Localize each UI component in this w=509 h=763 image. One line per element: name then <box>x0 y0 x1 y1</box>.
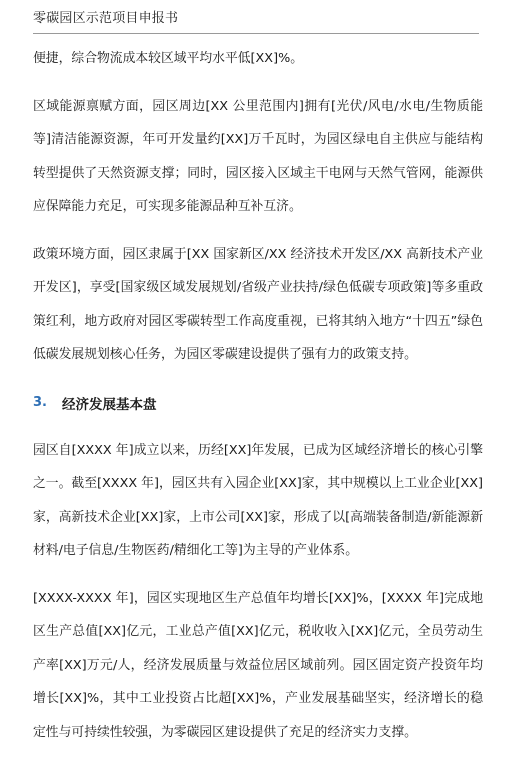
section-heading <box>33 386 483 420</box>
section-title: 经济发展基本盘 <box>62 396 157 413</box>
paragraph-history: 园区自[XXXX 年]成立以来，历经[XX]年发展，已成为区域经济增长的核心引擎之一。截至[XXXX 年]，园区共有入园企业[XX]家，其中规模以上工业企业[XX]家，高新技术企业[XX]家，上市公司[XX]家，形成了以[高端装备制造/新能源新材料/电子信息/生物医药/精细化工等]为主导的产业体系。 <box>33 442 483 558</box>
section-number: 3. <box>33 395 47 410</box>
paragraph-logistics: 便捷，综合物流成本较区域平均水平低[XX]%。 <box>33 51 304 66</box>
paragraph-policy: 政策环境方面，园区隶属于[XX 国家新区/XX 经济技术开发区/XX 高新技术产业开发区]，享受[国家级区域发展规划/省级产业扶持/绿色低碳专项政策]等多重政策红利，地方政府对园区零碳转型工作高度重视，已将其纳入地方“十四五”绿色低碳发展规划核心任务，为园区零碳建设提供了强有力的政策支持。 <box>33 246 483 362</box>
paragraph-economy: [XXXX-XXXX 年]，园区实现地区生产总值年均增长[XX]%，[XXXX 年]完成地区生产总值[XX]亿元，工业总产值[XX]亿元，税收收入[XX]亿元，全员劳动生产率[XX]万元/人，经济发展质量与效益位居区域前列。园区固定资产投资年均增长[XX]%，其中工业投资占比超[XX]%，产业发展基础坚实，经济增长的稳定性与可持续性较强，为零碳园区建设提供了充足的经济实力支撑。 <box>33 590 483 740</box>
running-header: 零碳园区示范项目申报书 <box>33 11 179 26</box>
paragraph-energy: 区域能源禀赋方面，园区周边[XX 公里范围内]拥有[光伏/风电/水电/生物质能等]清洁能源资源，年可开发量约[XX]万千瓦时，为园区绿电自主供应与能结构转型提供了天然资源支撑；同时，园区接入区域主干电网与天然气管网，能源供应保障能力充足，可实现多能源品种互补互济。 <box>33 98 483 214</box>
header-divider <box>33 33 479 34</box>
document-body <box>33 42 483 763</box>
